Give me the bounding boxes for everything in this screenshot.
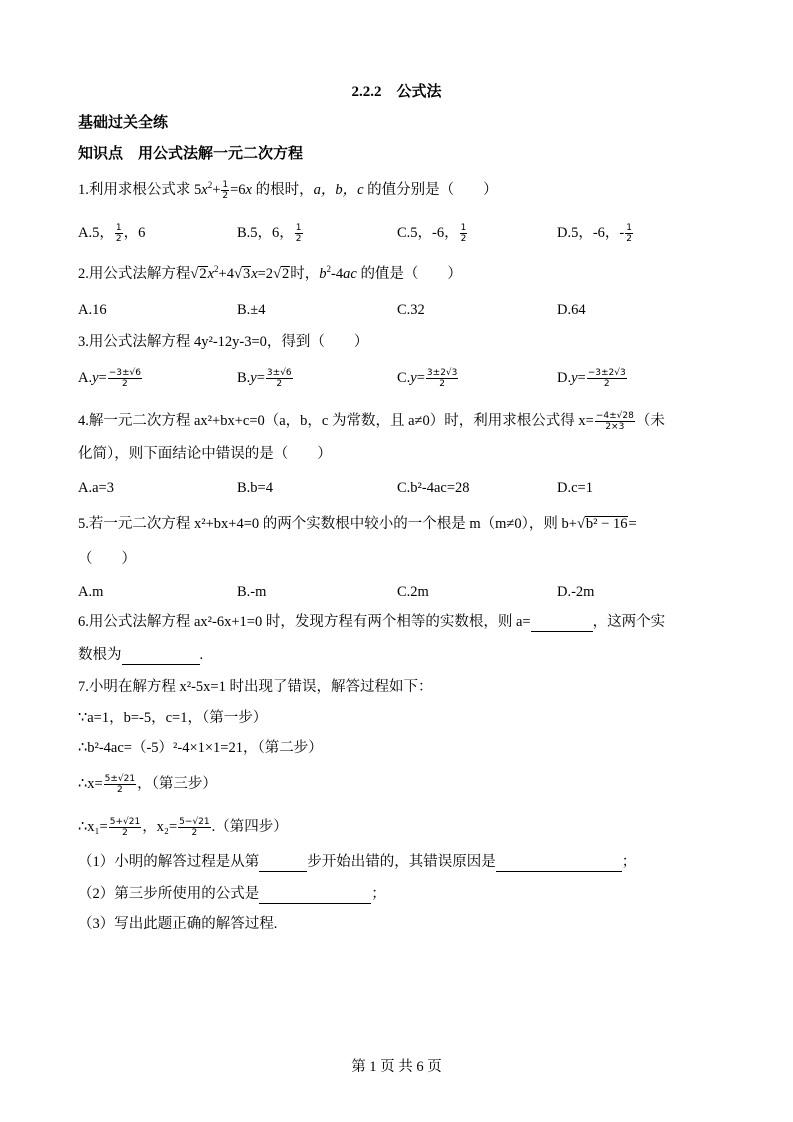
question-5-option-c: C.2m (397, 584, 429, 600)
question-4-option-d: D.c=1 (557, 480, 593, 496)
question-7-step-4: ∴x₁= $\frac{5+√21}{2}$ ，x₂= $\frac{5-√21}{2}$ .（第四步） (78, 817, 288, 839)
question-1-option-c: C.5，-6， $\frac{1}{2}$ (397, 223, 467, 245)
page-footer: 第 1 页 共 6 页 (351, 1059, 442, 1075)
question-7-part-2: （2）第三步所使用的公式是 ； (78, 886, 386, 902)
question-7-part-1: （1）小明的解答过程是从第 步开始出错的，其错误原因是 ； (78, 854, 637, 870)
question-6-stem: 6.用公式法解方程 ax²-6x+1=0 时，发现方程有两个相等的实数根，则 a= ，这两个实 (78, 614, 666, 630)
question-5-option-a: A.m (78, 584, 104, 600)
question-4-option-c: C.b²-4ac=28 (397, 480, 470, 496)
answer-blank[interactable] (259, 857, 307, 872)
question-5-option-d: D.-2m (557, 584, 595, 600)
question-3-option-c: C.y= $\frac{3\pm 2√3}{2}$ (397, 368, 458, 390)
question-3-option-b: B.y= $\frac{3\pm√6}{2}$ (237, 368, 292, 390)
question-4-option-a: A.a=3 (78, 480, 114, 496)
answer-blank[interactable] (122, 650, 200, 665)
question-2-option-d: D.64 (557, 302, 586, 318)
question-3-option-a: A.y= $\frac{-3\pm√6}{2}$ (78, 368, 142, 390)
question-2-option-c: C.32 (397, 302, 425, 318)
page-title: 2.2.2 公式法 (351, 84, 442, 100)
question-4-option-b: B.b=4 (237, 480, 273, 496)
fraction: $\frac{1}{2}$ (222, 180, 229, 202)
question-1-option-b: B.5，6， $\frac{1}{2}$ (237, 223, 302, 245)
question-4-stem-cont: 化简），则下面结论中错误的是（ ） (78, 446, 332, 462)
answer-blank[interactable] (259, 889, 371, 904)
question-1-option-d: D.5，-6，- $\frac{1}{2}$ (557, 223, 632, 245)
question-5-option-b: B.-m (237, 584, 267, 600)
question-5-stem: 5.若一元二次方程 x²+bx+4=0 的两个实数根中较小的一个根是 m（m≠0），则 b+√b² − 16= (78, 516, 637, 532)
question-2-option-b: B.±4 (237, 302, 266, 318)
section-heading: 基础过关全练 (78, 115, 169, 131)
topic-heading: 知识点 用公式法解一元二次方程 (78, 146, 304, 162)
question-7-step-2: ∴b²-4ac=（-5）²-4×1×1=21，（第二步） (78, 740, 323, 756)
answer-blank[interactable] (496, 857, 622, 872)
question-2-option-a: A.16 (78, 302, 107, 318)
question-1-stem: 1.利用求根公式求 $5x^2+$ $\frac{1}{2}$ =6x 的根时，a，b，c 的值分别是（ ） (78, 180, 498, 202)
question-7-step-3: ∴x= $\frac{5\pm√21}{2}$ ，（第三步） (78, 774, 217, 796)
question-2-stem: 2.用公式法解方程$√2x^2+4√3x=2√2$时，$b^2-4ac$ 的值是（ ） (78, 264, 462, 282)
question-3-option-d: D.y= $\frac{-3\pm 2√3}{2}$ (557, 368, 626, 390)
question-4-stem: 4.解一元二次方程 ax²+bx+c=0（a，b，c 为常数，且 a≠0）时，利用求根公式得 x= $\frac{-4\pm√28}{2\times 3}$ （未 (78, 411, 665, 433)
question-5-stem-cont: （ ） (78, 551, 136, 567)
question-7-stem: 7.小明在解方程 x²-5x=1 时出现了错误，解答过程如下： (78, 679, 433, 695)
question-6-stem-cont: 数根为 . (78, 647, 204, 663)
question-3-stem: 3.用公式法解方程 4y²-12y-3=0，得到（ ） (78, 334, 369, 350)
question-1-option-a: A.5， $\frac{1}{2}$ ，6 (78, 223, 146, 245)
question-7-step-1: ∵a=1，b=-5，c=1，（第一步） (78, 710, 268, 726)
question-7-part-3: （3）写出此题正确的解答过程. (78, 916, 278, 932)
answer-blank[interactable] (531, 617, 593, 632)
